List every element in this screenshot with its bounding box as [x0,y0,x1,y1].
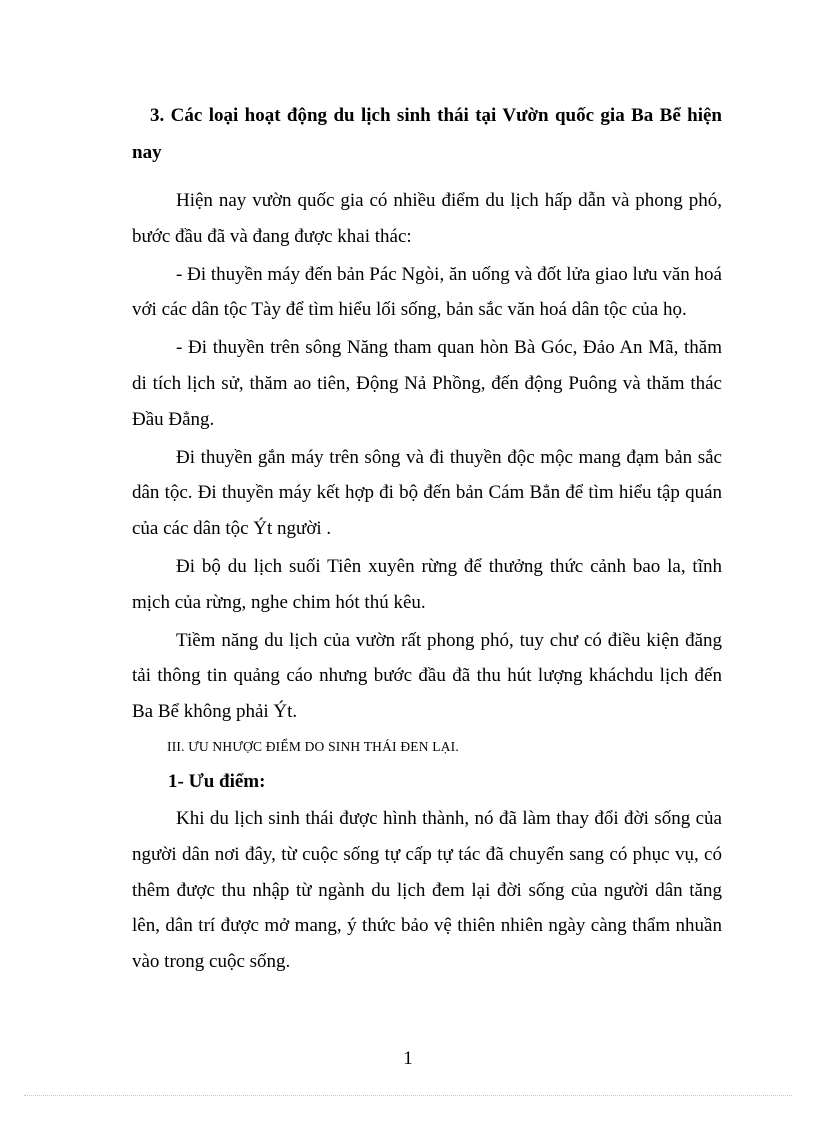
activity-song-nang-paragraph: - Đi thuyền trên sông Năng tham quan hòn Bà Góc, Đảo An Mã, thăm di tích lịch sử, thăm ao tiên, Động Nả Phồng, đến động Puông và thăm thác Đầu Đẳng. [132,337,722,430]
advantages-paragraph: Khi du lịch sinh thái được hình thành, nó đã làm thay đổi đời sống của người dân nơi đây, từ cuộc sống tự cấp tự tác đã chuyển sang có phục vụ, có thêm được thu nhập từ ngành du lịch đem lại đời sống của người dân tăng lên, dân trí được mở mang, ý thức bảo vệ thiên nhiên ngày càng thẩm nhuần vào trong cuộc sống. [132,807,722,973]
advantages-subheading: 1- Ưu điểm: [168,770,266,792]
section-3-heading: 3. Các loại hoạt động du lịch sinh thái tại Vườn quốc gia Ba Bể hiện nay [132,105,722,163]
page-bottom-divider [24,1095,792,1096]
page-number: 1 [403,1048,413,1069]
activity-pac-ngoi-paragraph: - Đi thuyền máy đến bản Pác Ngòi, ăn uống và đốt lửa giao lưu văn hoá với các dân tộc Tày để tìm hiểu lối sống, bản sắc văn hoá dân tộc của họ. [132,263,722,321]
document-body [132,97,722,980]
activity-boat-paragraph: Đi thuyền gắn máy trên sông và đi thuyền độc mộc mang đạm bản sắc dân tộc. Đi thuyền máy kết hợp đi bộ đến bản Cám Bẳn để tìm hiểu tập quán của các dân tộc Ýt người . [132,446,722,540]
section-iii-heading: III. ƯU NHƯỢC ĐIỂM DO SINH THÁI ĐEN LẠI. [167,738,459,754]
potential-paragraph: Tiềm năng du lịch của vườn rất phong phó, tuy chư có điều kiện đăng tải thông tin quảng cáo nhưng bước đầu đã thu hút lượng kháchdu lịch đến Ba Bể không phải Ýt. [132,629,722,723]
intro-paragraph: Hiện nay vườn quốc gia có nhiều điểm du lịch hấp dẫn và phong phó, bước đầu đã và đang được khai thác: [132,190,722,247]
activity-walk-paragraph: Đi bộ du lịch suối Tiên xuyên rừng để thưởng thức cảnh bao la, tĩnh mịch của rừng, nghe chim hót thú kêu. [132,555,722,613]
